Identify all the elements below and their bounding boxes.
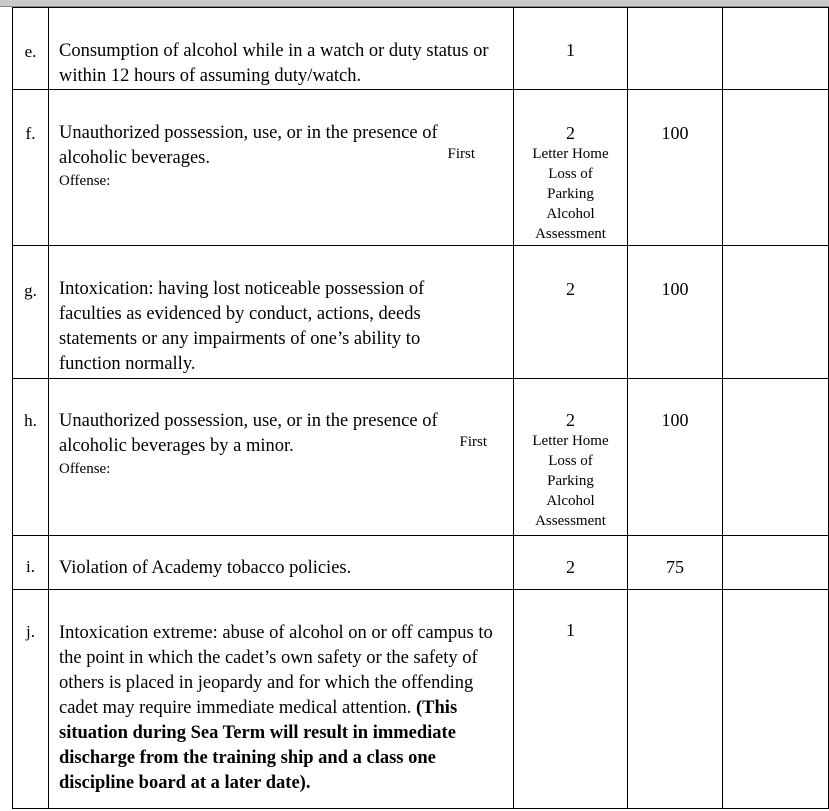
sanction-text: Letter Home bbox=[532, 433, 609, 449]
top-border bbox=[0, 0, 829, 7]
table-row bbox=[13, 8, 829, 90]
row-points: 1 bbox=[514, 590, 628, 809]
sanction-text: Loss of bbox=[548, 453, 593, 469]
row-letter: g. bbox=[13, 246, 49, 379]
offense-label: Offense: bbox=[59, 461, 111, 477]
table-row bbox=[13, 90, 829, 246]
sanction-text: Alcohol bbox=[546, 206, 595, 222]
row-tours: 100 bbox=[628, 246, 723, 379]
description-text: Unauthorized possession, use, or in the presence of alcoholic beverages by a minor. bbox=[59, 411, 438, 456]
row-extra bbox=[723, 379, 829, 536]
row-description: Consumption of alcohol while in a watch or duty status or within 12 hours of assuming duty/watch. bbox=[49, 8, 514, 90]
row-description: Intoxication: having lost noticeable possession of faculties as evidenced by conduct, actions, deeds statements or any impairments of one’s ability to function normally. bbox=[49, 246, 514, 379]
sanction-text: Parking bbox=[547, 186, 594, 202]
row-letter: e. bbox=[13, 8, 49, 90]
offense-label: Offense: bbox=[59, 173, 111, 189]
row-tours: 100 bbox=[628, 90, 723, 246]
table-row bbox=[13, 246, 829, 379]
row-points: 2 Letter Home Loss of Parking Alcohol Assessment bbox=[514, 90, 628, 246]
row-tours bbox=[628, 590, 723, 809]
sanction-text: Assessment bbox=[535, 513, 606, 529]
row-description bbox=[49, 590, 514, 809]
table-row bbox=[13, 590, 829, 809]
row-tours bbox=[628, 8, 723, 90]
row-extra bbox=[723, 590, 829, 809]
offense-table bbox=[12, 7, 829, 809]
row-points: 2 Letter Home Loss of Parking Alcohol Assessment bbox=[514, 379, 628, 536]
row-extra bbox=[723, 8, 829, 90]
sanction-text: Assessment bbox=[535, 226, 606, 242]
row-points: 2 bbox=[514, 246, 628, 379]
description-bold-text: (This situation during Sea Term will result in immediate discharge from the training ship and a class one discipline board at a later date). bbox=[59, 698, 458, 793]
row-description: Violation of Academy tobacco policies. bbox=[49, 536, 514, 590]
sanction-text: Parking bbox=[547, 473, 594, 489]
row-points: 1 bbox=[514, 8, 628, 90]
row-tours: 75 bbox=[628, 536, 723, 590]
row-points: 2 bbox=[514, 536, 628, 590]
row-description bbox=[49, 379, 514, 536]
row-letter: i. bbox=[13, 536, 49, 590]
description-text: Unauthorized possession, use, or in the presence of alcoholic beverages. bbox=[59, 123, 438, 168]
first-label: First bbox=[459, 434, 487, 450]
table-row bbox=[13, 379, 829, 536]
row-description bbox=[49, 90, 514, 246]
sanction-text: Letter Home bbox=[532, 146, 609, 162]
row-letter: f. bbox=[13, 90, 49, 246]
row-extra bbox=[723, 536, 829, 590]
row-letter: h. bbox=[13, 379, 49, 536]
row-letter: j. bbox=[13, 590, 49, 809]
table-row bbox=[13, 536, 829, 590]
sanction-text: Alcohol bbox=[546, 493, 595, 509]
sanction-text: Loss of bbox=[548, 166, 593, 182]
first-label: First bbox=[447, 146, 475, 162]
row-extra bbox=[723, 90, 829, 246]
description-text: Intoxication extreme: abuse of alcohol on or off campus to the point in which the cadet’s own safety or the safety of others is placed in jeopardy and for which the offending cadet may require immediate medical attention. bbox=[59, 623, 493, 718]
row-extra bbox=[723, 246, 829, 379]
row-tours: 100 bbox=[628, 379, 723, 536]
